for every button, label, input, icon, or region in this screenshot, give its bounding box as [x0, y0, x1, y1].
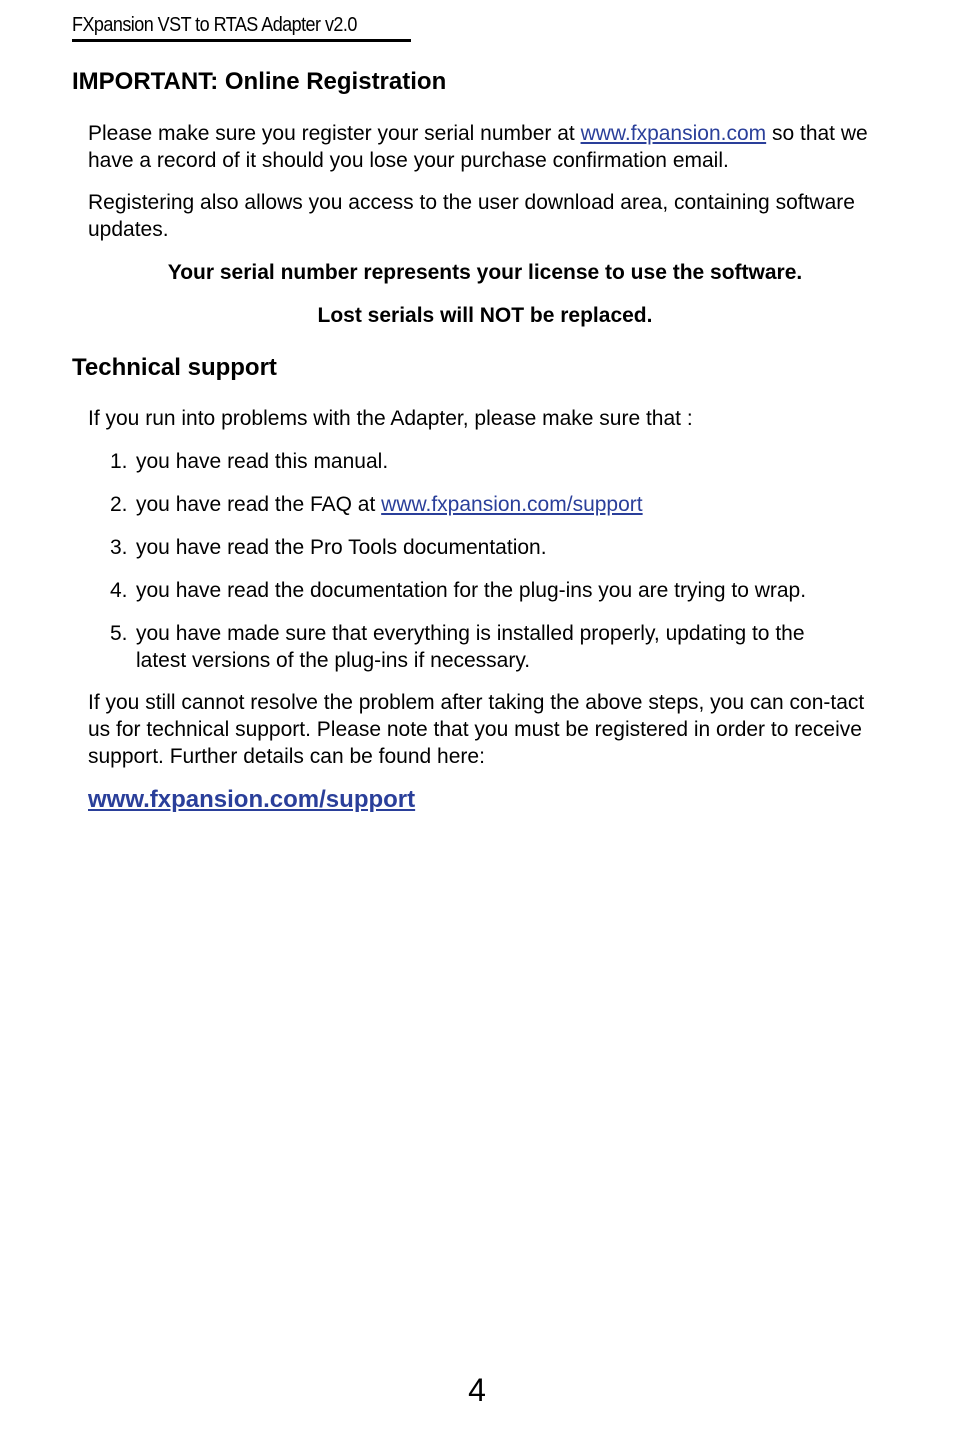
- support-heading: Technical support: [72, 354, 277, 381]
- list-item-number: 3.: [110, 536, 128, 559]
- registration-paragraph-2: Registering also allows you access to the user download area, containing software updates.: [88, 191, 855, 241]
- list-item: [110, 491, 882, 518]
- list-item-text: you have made sure that everything is installed properly, updating to the latest versions of the plug-ins if necessary.: [136, 622, 805, 672]
- support-intro: If you run into problems with the Adapter, please make sure that :: [88, 407, 693, 430]
- registration-p1-text-after: so that we have a record of it should you lose your purchase confirmation email.: [88, 122, 868, 172]
- list-item-number: 1.: [110, 450, 128, 473]
- fxpansion-website-link[interactable]: www.fxpansion.com: [580, 122, 767, 145]
- support-closing-paragraph: If you still cannot resolve the problem after taking the above steps, you can con-tact us for technical support. Please note that you must be registered in order to receive support. Further details can be found here:: [88, 691, 865, 768]
- list-item: [110, 620, 882, 674]
- running-header: [72, 14, 411, 42]
- page-content: [72, 66, 882, 814]
- list-item-text: you have read the Pro Tools documentation.: [136, 536, 547, 559]
- registration-heading: IMPORTANT: Online Registration: [72, 68, 447, 95]
- document-title: FXpansion VST to RTAS Adapter v2.0: [72, 14, 357, 36]
- list-item-number: 2.: [110, 493, 128, 516]
- list-item-text: you have read this manual.: [136, 450, 389, 473]
- list-item-number: 5.: [110, 622, 128, 645]
- list-item: [110, 448, 882, 475]
- lost-serials-notice: Lost serials will NOT be replaced.: [317, 304, 653, 327]
- faq-link[interactable]: www.fxpansion.com/support: [381, 493, 643, 516]
- list-item-number: 4.: [110, 579, 128, 602]
- support-website-link[interactable]: www.fxpansion.com/support: [88, 786, 416, 813]
- list-item-text: [136, 491, 882, 518]
- list-item: [110, 534, 882, 561]
- list-item-text: you have read the documentation for the plug-ins you are trying to wrap.: [136, 579, 807, 602]
- registration-paragraph-1: [88, 120, 882, 174]
- checklist: [110, 448, 882, 674]
- page-number: 4: [468, 1372, 486, 1408]
- support-section: [88, 405, 882, 814]
- registration-p1-text-before: Please make sure you register your serial number at: [88, 122, 581, 145]
- registration-section: [88, 120, 882, 243]
- support-link-row: [88, 786, 882, 814]
- license-notice: Your serial number represents your license to use the software.: [167, 261, 803, 284]
- list-item: [110, 577, 882, 604]
- list-item-text-before: you have read the FAQ at: [136, 493, 382, 516]
